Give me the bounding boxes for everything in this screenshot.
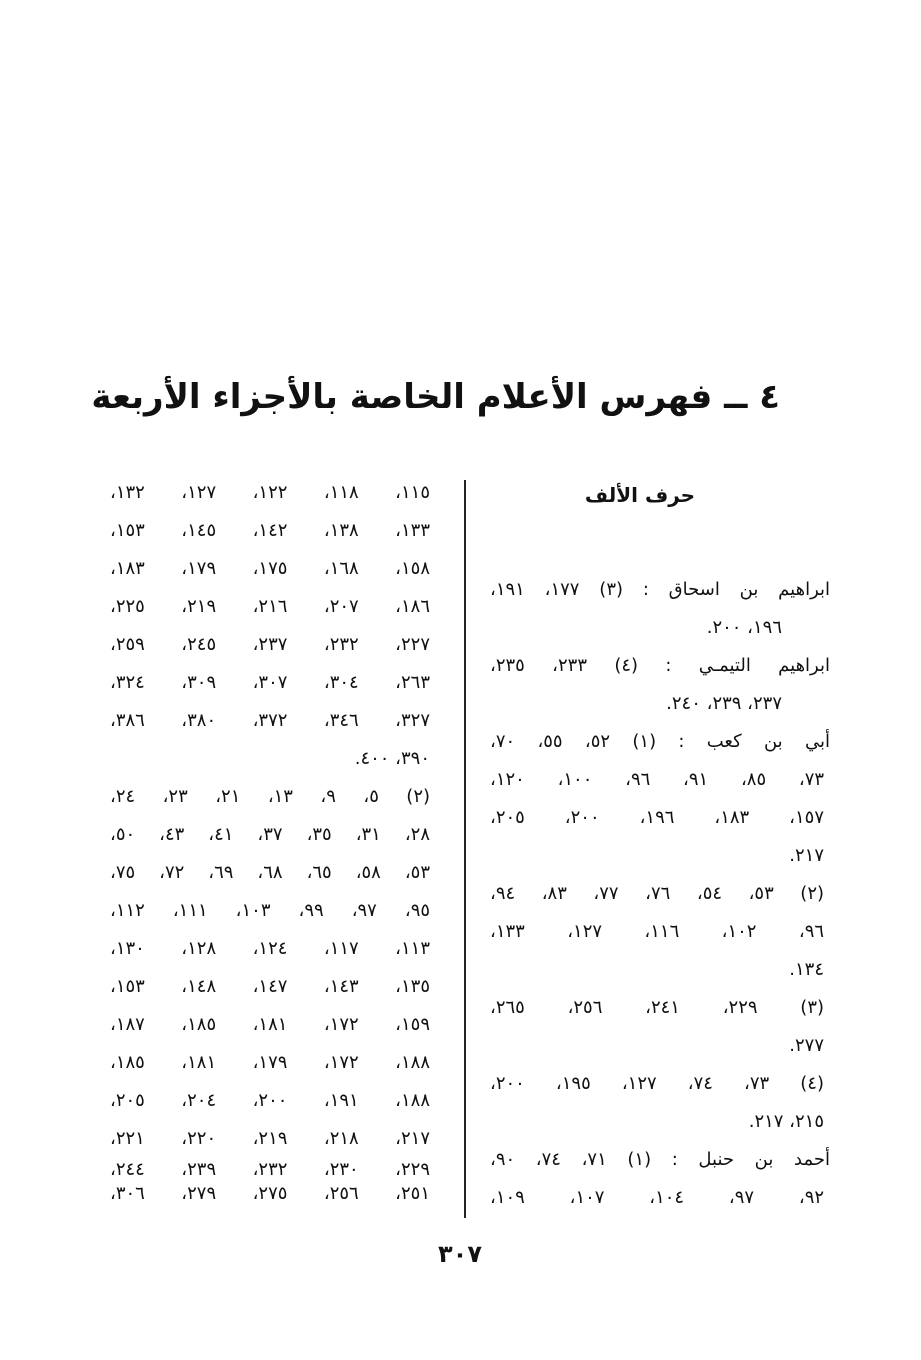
right-column: [490, 476, 830, 1217]
column-divider: [464, 480, 466, 1218]
index-entry-line: ابراهيم بن اسحاق : (٣) ١٧٧، ١٩١،: [490, 579, 830, 600]
index-entry-line: ٢٧٧.: [789, 1035, 824, 1056]
index-entry-line: ١٥٩، ١٧٢، ١٨١، ١٨٥، ١٨٧،: [110, 1014, 430, 1035]
index-entry-line: ٢٦٣، ٣٠٤، ٣٠٧، ٣٠٩، ٣٢٤،: [110, 672, 430, 693]
index-entry-line: ٢٢٩، ٢٣٠، ٢٣٢، ٢٣٩، ٢٤٤،: [110, 1159, 430, 1180]
index-entry-line: أبي بن كعب : (١) ٥٢، ٥٥، ٧٠،: [490, 731, 830, 752]
index-entry-line: ١١٥، ١١٨، ١٢٢، ١٢٧، ١٣٢،: [110, 482, 430, 503]
index-entry-line: ١٨٦، ٢٠٧، ٢١٦، ٢١٩، ٢٢٥،: [110, 596, 430, 617]
index-entry-line: ٢٣٧، ٢٣٩، ٢٤٠.: [666, 693, 782, 714]
page-number: ٣٠٧: [438, 1240, 482, 1268]
index-entry-line: ١٥٧، ١٨٣، ١٩٦، ٢٠٠، ٢٠٥،: [490, 807, 825, 828]
index-entry-line: ٣٢٧، ٣٤٦، ٣٧٢، ٣٨٠، ٣٨٦،: [110, 710, 430, 731]
index-entry-line: ١٩٦، ٢٠٠.: [706, 617, 782, 638]
index-entry-line: ٢٥١، ٢٥٦، ٢٧٥، ٢٧٩، ٣٠٦،: [110, 1183, 430, 1204]
index-entry-line: ١٣٤.: [789, 959, 824, 980]
index-entry-line: ٩٢، ٩٧، ١٠٤، ١٠٧، ١٠٩،: [490, 1187, 825, 1208]
index-entry-line: (٢) ٥٣، ٥٤، ٧٦، ٧٧، ٨٣، ٩٤،: [490, 883, 825, 904]
left-column: [110, 474, 430, 1206]
section-heading: حرف الألف: [584, 483, 696, 507]
index-entry-line: ١٣٥، ١٤٣، ١٤٧، ١٤٨، ١٥٣،: [110, 976, 430, 997]
index-entry-line: ١٥٨، ١٦٨، ١٧٥، ١٧٩، ١٨٣،: [110, 558, 430, 579]
index-entry-line: ٩٥، ٩٧، ٩٩، ١٠٣، ١١١، ١١٢،: [110, 900, 430, 921]
index-entry-line: ٢١٧، ٢١٨، ٢١٩، ٢٢٠، ٢٢١،: [110, 1128, 430, 1149]
index-entry-line: ٣٩٠، ٤٠٠.: [354, 748, 430, 769]
section-spacer: [490, 514, 830, 571]
index-entry-line: ١٣٣، ١٣٨، ١٤٢، ١٤٥، ١٥٣،: [110, 520, 430, 541]
index-entry-line: ١٨٨، ١٧٢، ١٧٩، ١٨١، ١٨٥،: [110, 1052, 430, 1073]
index-entry-line: ٢١٧.: [789, 845, 824, 866]
index-entry-line: ابراهيم التيمـي : (٤) ٢٣٣، ٢٣٥،: [490, 655, 830, 676]
index-entry-line: ٩٦، ١٠٢، ١١٦، ١٢٧، ١٣٣،: [490, 921, 825, 942]
index-title: ٤ ــ فهرس الأعلام الخاصة بالأجزاء الأربعة: [91, 377, 780, 417]
index-entry-line: (٢) ٥، ٩، ١٣، ٢١، ٢٣، ٢٤،: [110, 786, 430, 807]
index-entry-line: ١١٣، ١١٧، ١٢٤، ١٢٨، ١٣٠،: [110, 938, 430, 959]
index-entry-line: أحمد بن حنبل : (١) ٧١، ٧٤، ٩٠،: [490, 1149, 830, 1170]
index-entry-line: ٢٨، ٣١، ٣٥، ٣٧، ٤١، ٤٣، ٥٠،: [110, 824, 430, 845]
index-entry-line: (٤) ٧٣، ٧٤، ١٢٧، ١٩٥، ٢٠٠،: [490, 1073, 824, 1094]
index-entry-line: ٢٢٧، ٢٣٢، ٢٣٧، ٢٤٥، ٢٥٩،: [110, 634, 430, 655]
index-entry-line: (٣) ٢٢٩، ٢٤١، ٢٥٦، ٢٦٥،: [490, 997, 825, 1018]
index-entry-line: ٢١٥، ٢١٧.: [748, 1111, 824, 1132]
index-entry-line: ١٨٨، ١٩١، ٢٠٠، ٢٠٤، ٢٠٥،: [110, 1090, 430, 1111]
index-entry-line: ٥٣، ٥٨، ٦٥، ٦٨، ٦٩، ٧٢، ٧٥،: [110, 862, 430, 883]
index-entry-line: ٧٣، ٨٥، ٩١، ٩٦، ١٠٠، ١٢٠،: [490, 769, 825, 790]
